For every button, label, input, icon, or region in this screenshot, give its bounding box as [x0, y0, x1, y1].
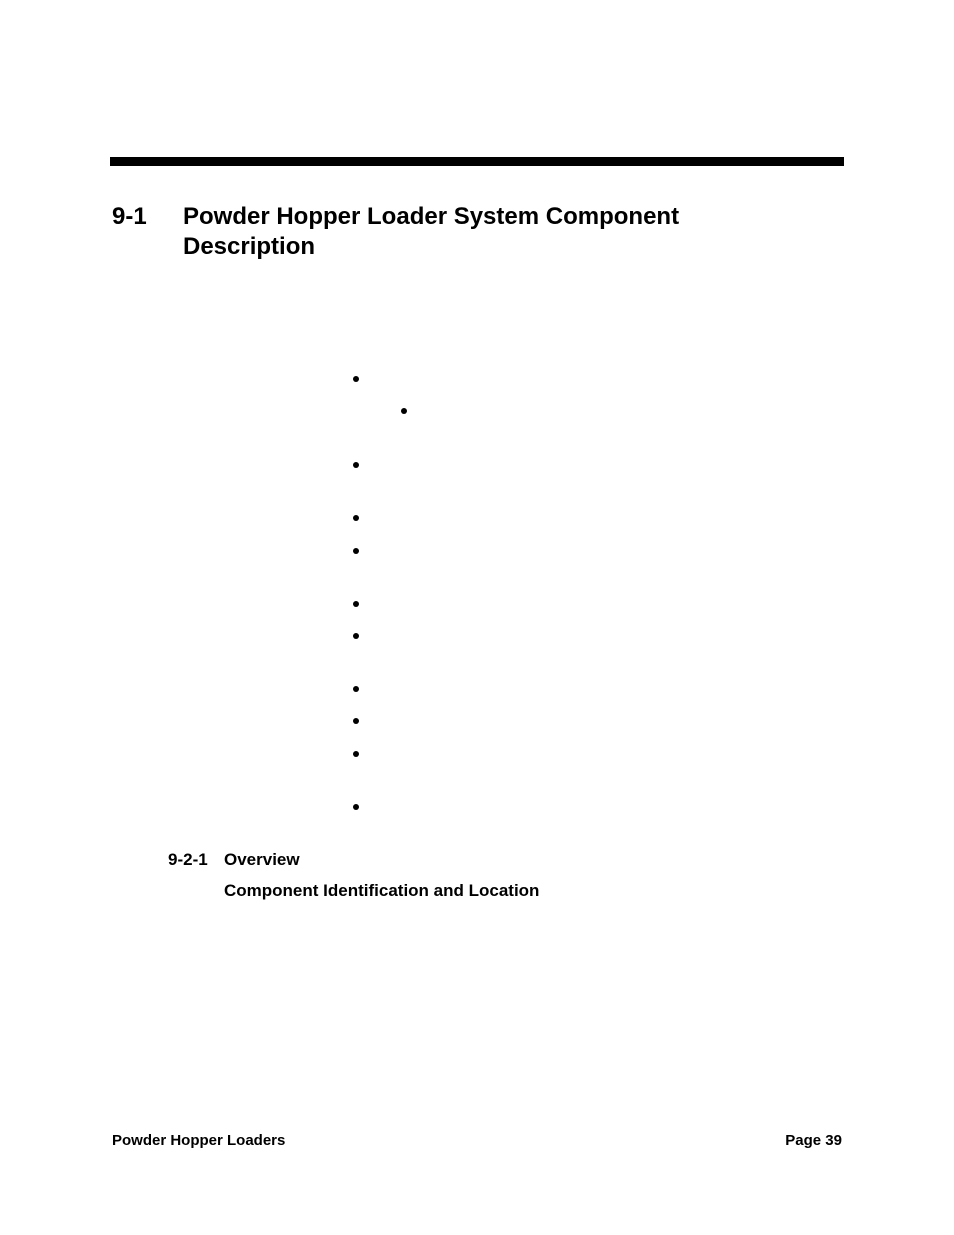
section-title: Powder Hopper Loader System Component Description	[183, 203, 680, 260]
bullet-6	[351, 631, 361, 641]
bullet-2	[351, 460, 361, 470]
bullet-4	[351, 546, 361, 556]
footer-document-title: Powder Hopper Loaders	[112, 1132, 286, 1149]
bullet-8	[351, 716, 361, 726]
subsection-title: Overview	[224, 850, 300, 869]
bullet-10	[351, 802, 361, 812]
header-rule	[110, 157, 844, 166]
subsection-number: 9-2-1	[168, 850, 208, 869]
bullet-9	[351, 749, 361, 759]
bullet-7	[351, 684, 361, 694]
bullet-1	[351, 374, 361, 384]
footer-page-number: Page 39	[785, 1132, 842, 1149]
bullet-1-sub	[399, 406, 409, 416]
bullet-3	[351, 513, 361, 523]
subsection-heading: Component Identification and Location	[224, 881, 540, 900]
section-number: 9-1	[112, 203, 147, 230]
bullet-5	[351, 599, 361, 609]
